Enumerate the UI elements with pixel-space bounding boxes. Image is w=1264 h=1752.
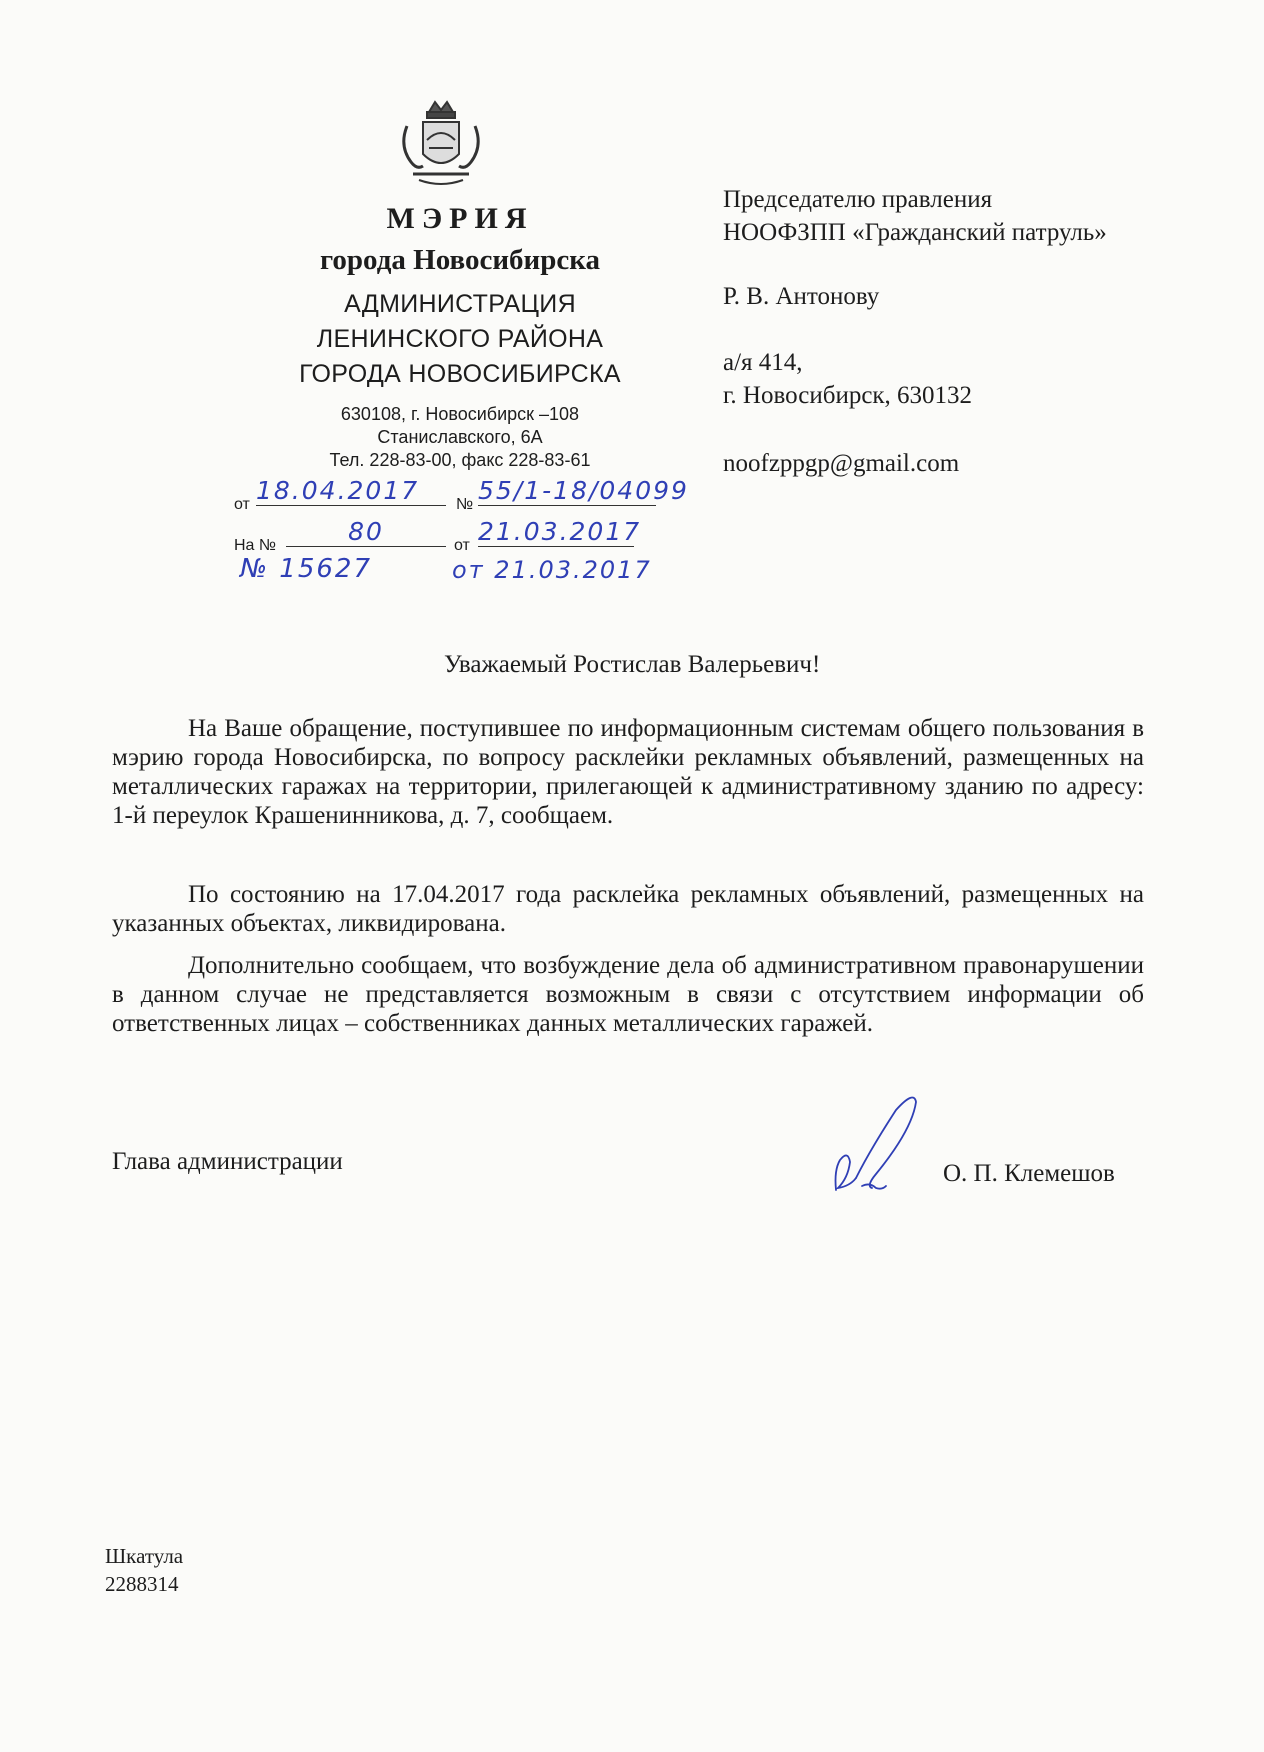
addressee-position: Председателю правления [723,186,993,213]
date-label: от [234,496,250,513]
body-paragraph: По состоянию на 17.04.2017 года расклейка рекламных объявлений, размещенных на указанных объектах, ликвидирована. [112,881,1144,937]
reference-date-label: от [454,537,470,554]
body-paragraph: Дополнительно сообщаем, что возбуждение дела об административном правонарушении в данном случае не представляется возможным в связи с отсутствием информации об ответственных лицах – собственниках данных металлических гаражей. [112,952,1144,1037]
reference-number: 80 [286,517,446,547]
mayoralty-city: города Новосибирска [319,244,601,276]
executor-info [105,1542,183,1598]
administration-line: ЛЕНИНСКОГО РАЙОНА [316,325,604,353]
letterhead-address-line: Тел. 228-83-00, факс 228-83-61 [329,450,591,470]
addressee-city: г. Новосибирск, 630132 [723,382,973,409]
mayoralty-title: МЭРИЯ [386,202,534,235]
body-paragraph: На Ваше обращение, поступившее по информационным системам общего пользования в мэрию города Новосибирска, по вопросу расклейки рекламных объявлений, размещенных на металлических гаражах на территории, прилегающей к административному зданию по адресу: 1-й переулок Крашенинникова, д. 7, сообщаем. [112,715,1144,829]
administration-line: ГОРОДА НОВОСИБИРСКА [299,360,621,388]
addressee-po-box: а/я 414, [723,349,803,376]
reference-date: 21.03.2017 [478,517,642,546]
letterhead-address-line: 630108, г. Новосибирск –108 [340,404,580,424]
addressee-email: noofzppgp@gmail.com [723,450,960,477]
executor-phone: 2288314 [105,1572,179,1596]
salutation: Уважаемый Ростислав Валерьевич! [444,651,821,678]
number-label: № [456,496,474,513]
handwritten-signature [826,1090,946,1200]
administration-line: АДМИНИСТРАЦИЯ [344,290,576,318]
outgoing-date: 18.04.2017 [256,476,446,506]
signatory-position: Глава администрации [112,1148,343,1175]
addressee-organization: НООФЗПП «Гражданский патруль» [723,219,1107,246]
signatory-name: О. П. Клемешов [943,1160,1115,1187]
outgoing-number: 55/1-18/04099 [478,476,689,505]
handwritten-date: от 21.03.2017 [452,556,652,584]
executor-name: Шкатула [105,1544,184,1568]
coat-of-arms-icon [393,96,489,192]
addressee-name: Р. В. Антонову [723,283,880,310]
handwritten-number: № 15627 [240,554,373,584]
letterhead-address-line: Станиславского, 6А [377,427,543,447]
reference-number-label: На № [234,537,277,554]
